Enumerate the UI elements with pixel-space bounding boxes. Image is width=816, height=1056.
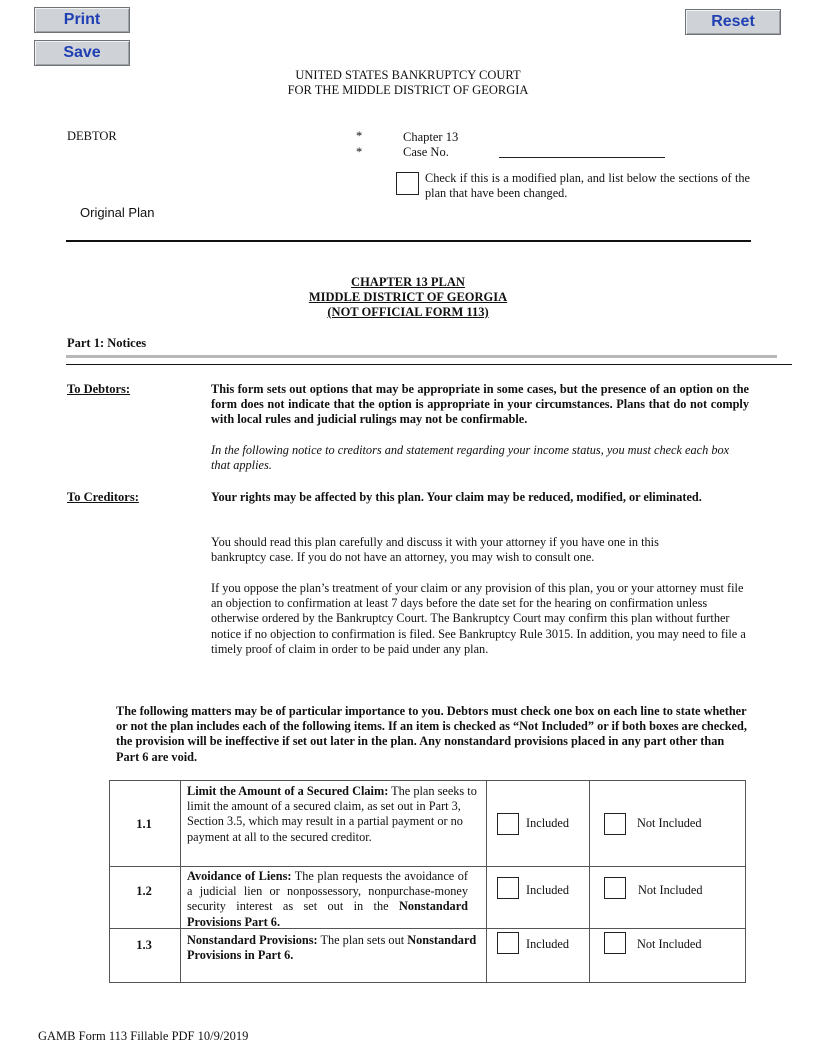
table-border (180, 780, 181, 983)
court-name-line2: FOR THE MIDDLE DISTRICT OF GEORGIA (287, 83, 529, 97)
caption-star: * (356, 145, 363, 159)
included-label: Included (526, 816, 570, 830)
case-no-label: Case No. (403, 145, 449, 159)
debtor-label: DEBTOR (67, 129, 117, 143)
plan-title-form: (NOT OFFICIAL FORM 113) (327, 305, 489, 319)
item-text: The plan seeks to limit the amount of a secured claim, as set out in Part 3, Section 3.5, which may result in a partial payment or no payment at all to the secured creditor. (187, 784, 477, 844)
included-label: Included (526, 883, 570, 897)
table-border (486, 780, 487, 983)
table-border (109, 780, 746, 781)
item-text-bold: Nonstandard Provisions Part 6. (187, 899, 468, 929)
save-button[interactable]: Save (34, 40, 130, 66)
to-debtors-instruction: In the following notice to creditors and statement regarding your income status, you must check each box that applies. (211, 443, 730, 473)
print-button[interactable]: Print (34, 7, 130, 33)
to-debtors-label: To Debtors: (67, 382, 131, 396)
item-title: Limit the Amount of a Secured Claim: (187, 784, 389, 798)
to-creditors-para2: If you oppose the plan’s treatment of your claim or any provision of this plan, you or your attorney must file an objection to confirmation at least 7 days before the date set for the hearing on confirmation unless otherwise ordered by the Bankruptcy Court. The Bankruptcy Court may confirm this plan without further notice if no objection to confirmation is filed. See Bankruptcy Rule 3015. In addition, you may need to file a timely proof of claim in order to be paid under any plan. (211, 581, 746, 656)
case-no-field[interactable] (499, 157, 665, 158)
item-number: 1.1 (136, 817, 152, 831)
to-creditors-warning: Your rights may be affected by this plan. Your claim may be reduced, modified, or eliminated. (211, 490, 702, 504)
item-number: 1.2 (136, 884, 152, 898)
not-included-label: Not Included (638, 883, 703, 897)
included-checkbox[interactable] (497, 932, 519, 954)
plan-title-district: MIDDLE DISTRICT OF GEORGIA (308, 290, 508, 304)
modified-plan-text: Check if this is a modified plan, and list below the sections of the plan that have been changed. (425, 171, 750, 201)
table-border (109, 866, 746, 867)
plan-title: CHAPTER 13 PLAN (351, 275, 465, 289)
reset-button[interactable]: Reset (685, 9, 781, 35)
to-creditors-para1: You should read this plan carefully and discuss it with your attorney if you have one in this bankruptcy case. If you do not have an attorney, you may wish to consult one. (211, 535, 659, 565)
modified-plan-checkbox[interactable] (396, 172, 419, 195)
included-label: Included (526, 937, 570, 951)
part1-heading: Part 1: Notices (67, 336, 147, 350)
caption-star: * (356, 129, 363, 143)
table-border (745, 780, 746, 983)
item-number: 1.3 (136, 938, 152, 952)
item-title: Avoidance of Liens: (187, 869, 292, 883)
not-included-checkbox[interactable] (604, 813, 626, 835)
divider (66, 364, 792, 365)
chapter-label: Chapter 13 (403, 130, 459, 144)
item-text-bold: Nonstandard Provisions in Part 6. (187, 933, 477, 963)
item-description (187, 784, 481, 845)
not-included-checkbox[interactable] (604, 877, 626, 899)
table-border (589, 780, 590, 983)
item-title: Nonstandard Provisions: (187, 933, 318, 947)
divider (66, 355, 777, 358)
plan-type-field[interactable]: Original Plan (80, 205, 155, 220)
item-text: The plan sets out (317, 933, 408, 947)
included-checkbox[interactable] (497, 877, 519, 899)
not-included-label: Not Included (637, 816, 702, 830)
not-included-label: Not Included (637, 937, 702, 951)
item-description (187, 933, 477, 963)
not-included-checkbox[interactable] (604, 932, 626, 954)
matters-intro: The following matters may be of particular importance to you. Debtors must check one box on each line to state whether or not the plan includes each of the following items. If an item is checked as “Not Included” or if both boxes are checked, the provision will be ineffective if set out later in the plan. Any nonstandard provisions placed in any part other than Part 6 are void. (116, 704, 747, 764)
item-description (187, 869, 468, 930)
court-name-line1: UNITED STATES BANKRUPTCY COURT (295, 68, 521, 82)
to-debtors-text: This form sets out options that may be appropriate in some cases, but the presence of an option on the form does not indicate that the option is appropriate in your circumstances. Plans that do not comply with local rules and judicial rulings may not be confirmable. (211, 382, 749, 427)
table-border (109, 982, 746, 983)
form-footer: GAMB Form 113 Fillable PDF 10/9/2019 (38, 1029, 249, 1043)
divider (66, 240, 751, 242)
item-text: The plan requests the avoidance of a judicial lien or nonpossessory, nonpurchase-money security interest as set out in the (187, 869, 468, 914)
to-creditors-label: To Creditors: (67, 490, 139, 504)
included-checkbox[interactable] (497, 813, 519, 835)
